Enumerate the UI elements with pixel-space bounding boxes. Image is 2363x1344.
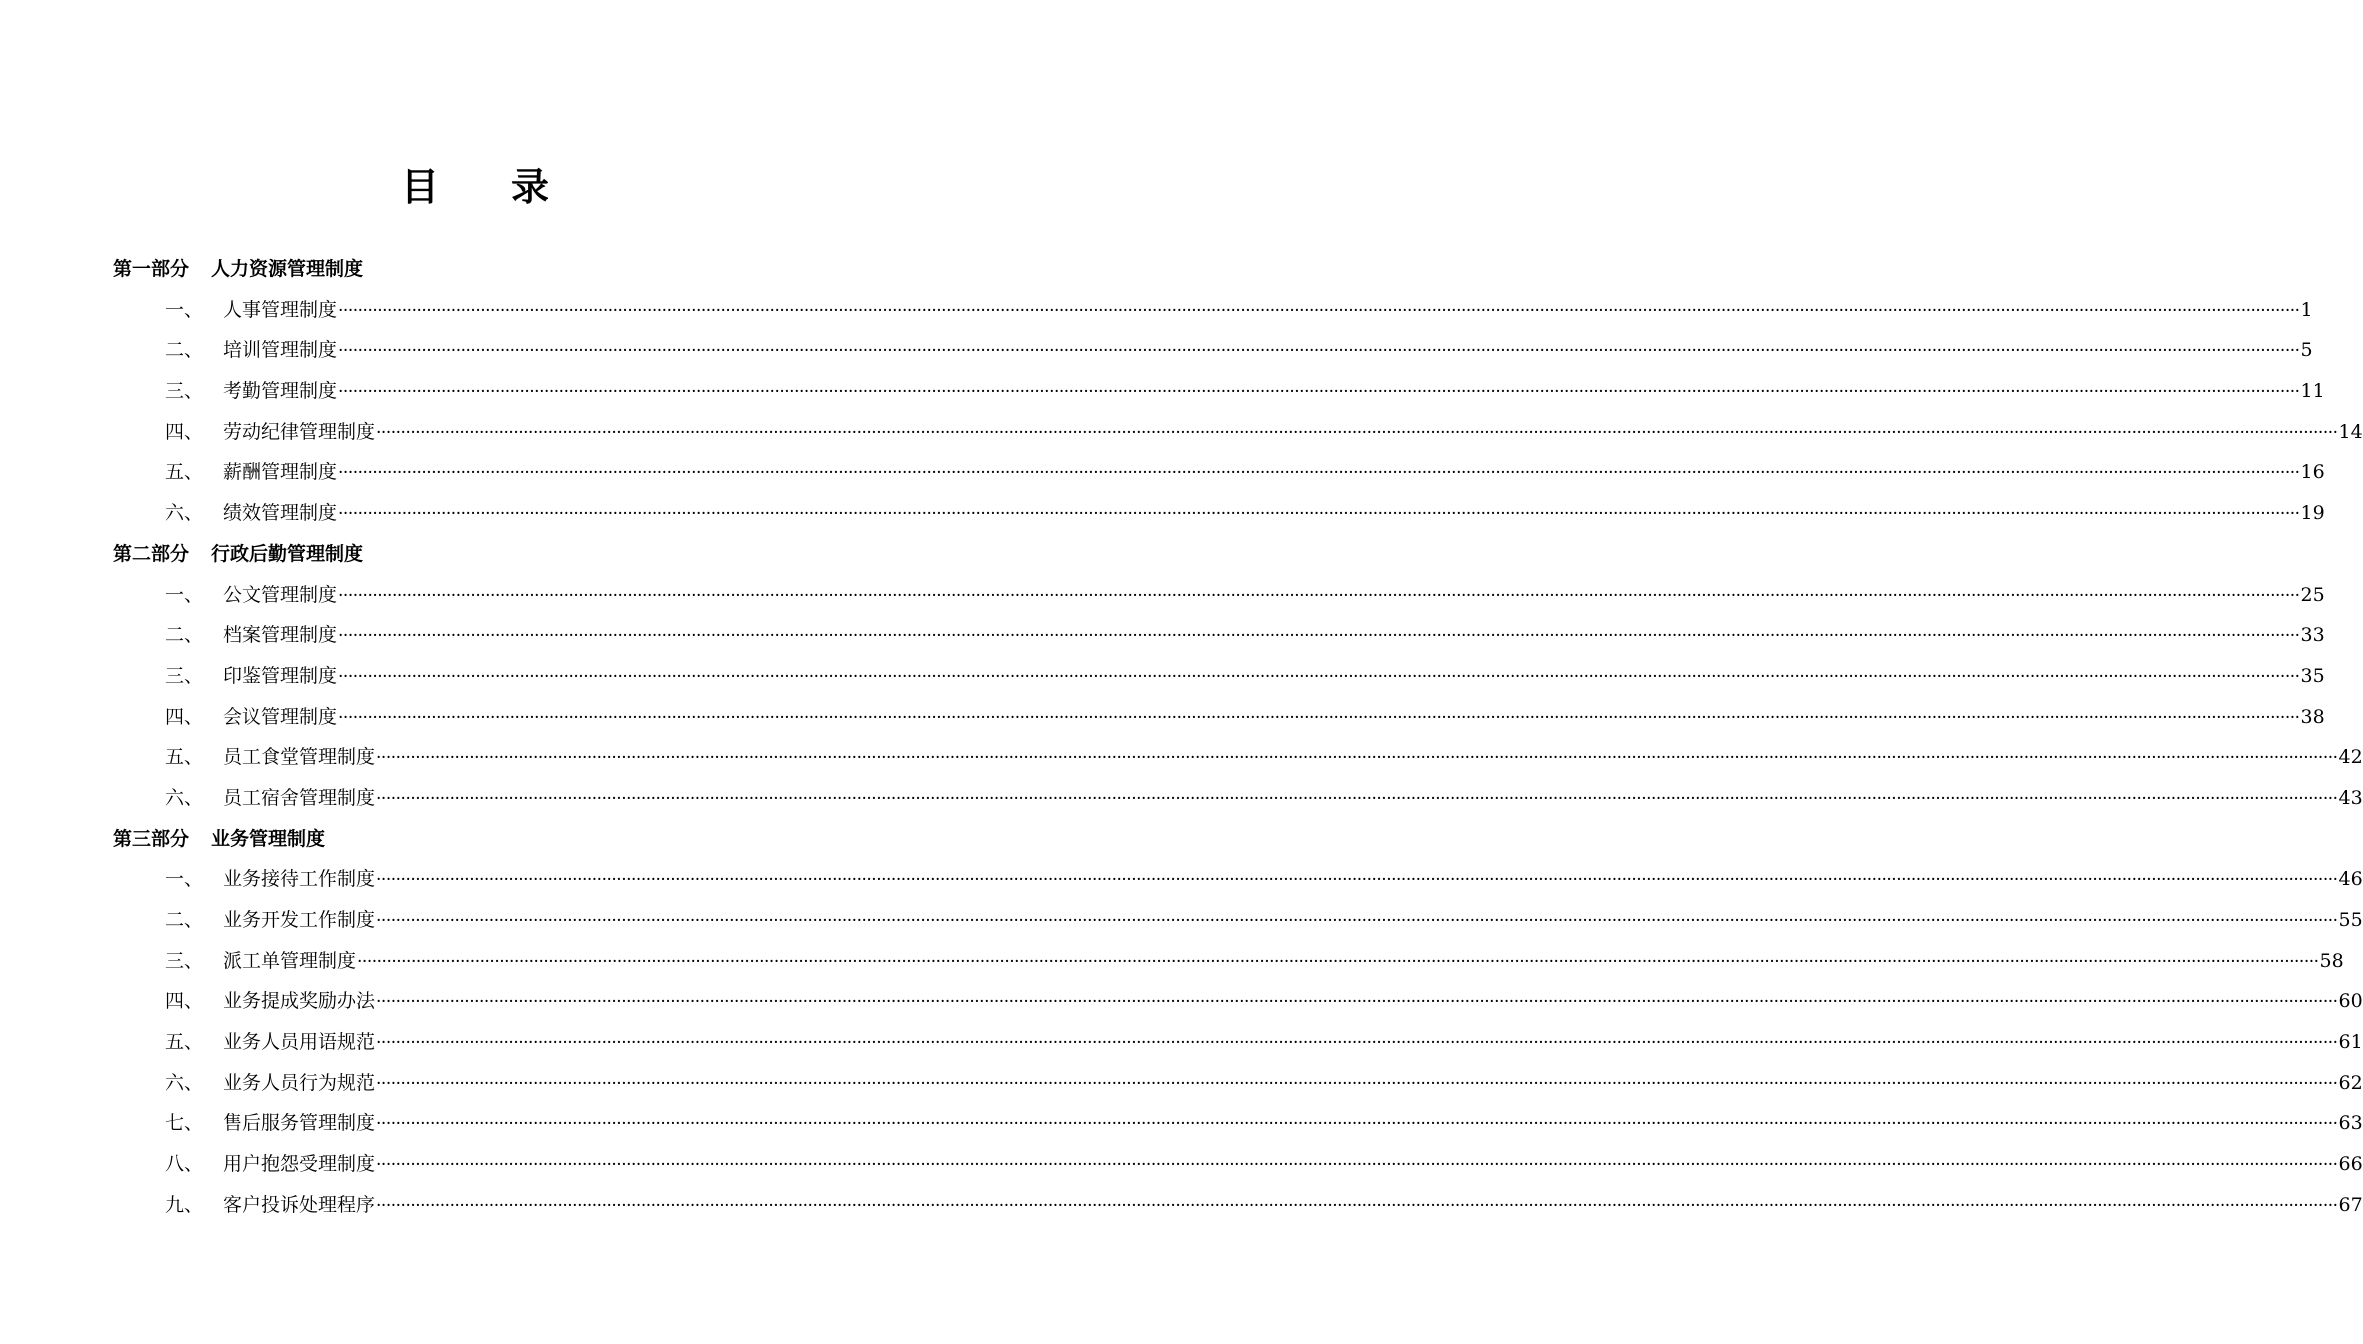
dot-leader: ················································································································································································································································································································································································································	[338, 626, 2300, 647]
entry-number: 一、	[165, 298, 204, 321]
toc-entry[interactable]	[0, 290, 2313, 331]
toc-entry[interactable]	[0, 1022, 2363, 1063]
part-title: 行政后勤管理制度	[211, 542, 364, 565]
title-char-2: 录	[511, 165, 550, 209]
toc-entry[interactable]	[0, 330, 2313, 371]
entry-number: 五、	[165, 1031, 204, 1054]
entry-page-number: 5	[2300, 339, 2313, 362]
dot-leader: ················································································································································································································································································································································································································	[376, 992, 2338, 1013]
dot-leader: ················································································································································································································································································································································································································	[376, 788, 2338, 809]
dot-leader: ················································································································································································································································································································································································································	[338, 463, 2300, 484]
entry-page-number: 60	[2338, 990, 2363, 1013]
toc-entry[interactable]	[0, 493, 2325, 534]
entry-page-number: 25	[2300, 583, 2325, 606]
toc-part-heading	[0, 249, 950, 290]
entry-number: 七、	[165, 1112, 204, 1135]
entry-title: 业务接待工作制度	[223, 868, 376, 891]
toc-entry[interactable]	[0, 1103, 2363, 1144]
part-title: 人力资源管理制度	[211, 258, 364, 280]
dot-leader: ················································································································································································································································································································································································································	[376, 1155, 2338, 1176]
entry-page-number: 16	[2300, 461, 2325, 484]
entry-title: 公文管理制度	[223, 583, 338, 606]
toc-entry[interactable]	[0, 941, 2344, 982]
entry-number: 九、	[165, 1193, 204, 1216]
part-label: 第一部分	[113, 258, 190, 280]
entry-number: 二、	[165, 909, 204, 931]
page-title	[0, 162, 950, 212]
toc-entry[interactable]	[0, 1144, 2363, 1185]
part-label: 第三部分	[113, 827, 190, 850]
entry-number: 三、	[165, 380, 204, 403]
entry-number: 四、	[165, 420, 204, 443]
entry-number: 一、	[165, 583, 204, 606]
entry-title: 档案管理制度	[223, 624, 338, 647]
entry-title: 员工宿舍管理制度	[223, 786, 376, 809]
entry-number: 六、	[165, 502, 204, 525]
dot-leader: ················································································································································································································································································································································································································	[338, 585, 2300, 606]
entry-number: 四、	[165, 705, 204, 728]
entry-number: 二、	[165, 339, 204, 362]
entry-page-number: 46	[2338, 868, 2363, 891]
dot-leader: ················································································································································································································································································································································································································	[338, 666, 2300, 687]
entry-title: 员工食堂管理制度	[223, 746, 376, 769]
dot-leader: ················································································································································································································································································································································································································	[338, 504, 2300, 525]
entry-page-number: 33	[2300, 624, 2325, 647]
entry-title: 业务人员行为规范	[223, 1071, 376, 1094]
entry-page-number: 58	[2319, 949, 2344, 972]
toc-entry[interactable]	[0, 452, 2325, 493]
toc-part-heading	[0, 534, 950, 575]
entry-page-number: 1	[2300, 298, 2313, 321]
entry-number: 二、	[165, 624, 204, 647]
entry-page-number: 66	[2338, 1153, 2363, 1176]
entry-title: 人事管理制度	[223, 298, 338, 321]
entry-number: 五、	[165, 461, 204, 484]
dot-leader: ················································································································································································································································································································································································································	[338, 341, 2300, 362]
entry-page-number: 19	[2300, 502, 2325, 525]
entry-number: 六、	[165, 786, 204, 809]
toc-entry[interactable]	[0, 412, 2363, 453]
entry-number: 六、	[165, 1071, 204, 1094]
entry-page-number: 38	[2300, 705, 2325, 728]
toc-entry[interactable]	[0, 371, 2325, 412]
part-label: 第二部分	[113, 542, 190, 565]
toc-entry[interactable]	[0, 1185, 2363, 1226]
entry-page-number: 14	[2338, 420, 2363, 443]
entry-title: 薪酬管理制度	[223, 461, 338, 484]
dot-leader: ················································································································································································································································································································································································································	[376, 870, 2338, 891]
entry-title: 派工单管理制度	[223, 949, 357, 972]
entry-title: 用户抱怨受理制度	[223, 1153, 376, 1176]
entry-page-number: 62	[2338, 1071, 2363, 1094]
toc-entry[interactable]	[0, 900, 2363, 941]
toc-entry[interactable]	[0, 656, 2325, 697]
entry-page-number: 11	[2300, 380, 2325, 403]
entry-title: 业务提成奖励办法	[223, 990, 376, 1013]
title-char-1: 目	[400, 165, 439, 209]
dot-leader: ················································································································································································································································································································································································································	[376, 911, 2338, 931]
toc-entry[interactable]	[0, 859, 2363, 900]
part-title: 业务管理制度	[211, 827, 326, 850]
entry-page-number: 61	[2338, 1031, 2363, 1054]
entry-number: 五、	[165, 746, 204, 769]
entry-page-number: 42	[2338, 746, 2363, 769]
dot-leader: ················································································································································································································································································································································································································	[376, 1195, 2338, 1216]
entry-title: 考勤管理制度	[223, 380, 338, 403]
table-of-contents	[0, 249, 2363, 1226]
toc-entry[interactable]	[0, 615, 2325, 656]
entry-title: 业务开发工作制度	[223, 909, 376, 931]
entry-title: 业务人员用语规范	[223, 1031, 376, 1054]
entry-number: 一、	[165, 868, 204, 891]
dot-leader: ················································································································································································································································································································································································································	[376, 748, 2338, 769]
dot-leader: ················································································································································································································································································································································································································	[376, 1114, 2338, 1135]
dot-leader: ················································································································································································································································································································································································································	[376, 422, 2338, 443]
dot-leader: ················································································································································································································································································································································································································	[338, 300, 2300, 321]
entry-number: 三、	[165, 664, 204, 687]
entry-page-number: 67	[2338, 1193, 2363, 1216]
toc-entry[interactable]	[0, 575, 2325, 616]
dot-leader: ················································································································································································································································································································································································································	[338, 707, 2300, 728]
entry-title: 绩效管理制度	[223, 502, 338, 525]
entry-title: 售后服务管理制度	[223, 1112, 376, 1135]
entry-page-number: 43	[2338, 786, 2363, 809]
entry-title: 印鉴管理制度	[223, 664, 338, 687]
entry-title: 客户投诉处理程序	[223, 1193, 376, 1216]
entry-title: 培训管理制度	[223, 339, 338, 362]
entry-title: 会议管理制度	[223, 705, 338, 728]
entry-page-number: 63	[2338, 1112, 2363, 1135]
toc-entry[interactable]	[0, 778, 2363, 819]
entry-number: 八、	[165, 1153, 204, 1176]
toc-entry[interactable]	[0, 737, 2363, 778]
toc-part-heading	[0, 819, 950, 860]
entry-number: 三、	[165, 949, 204, 972]
entry-number: 四、	[165, 990, 204, 1013]
dot-leader: ················································································································································································································································································································································································································	[376, 1033, 2338, 1054]
entry-title: 劳动纪律管理制度	[223, 420, 376, 443]
entry-page-number: 35	[2300, 664, 2325, 687]
toc-entry[interactable]	[0, 1063, 2363, 1104]
entry-page-number: 55	[2338, 909, 2363, 931]
dot-leader: ················································································································································································································································································································································································································	[376, 1073, 2338, 1094]
dot-leader: ················································································································································································································································································································································································································	[338, 382, 2300, 403]
toc-entry[interactable]	[0, 697, 2325, 738]
toc-entry[interactable]	[0, 981, 2363, 1022]
dot-leader: ················································································································································································································································································································································································································	[357, 951, 2319, 972]
